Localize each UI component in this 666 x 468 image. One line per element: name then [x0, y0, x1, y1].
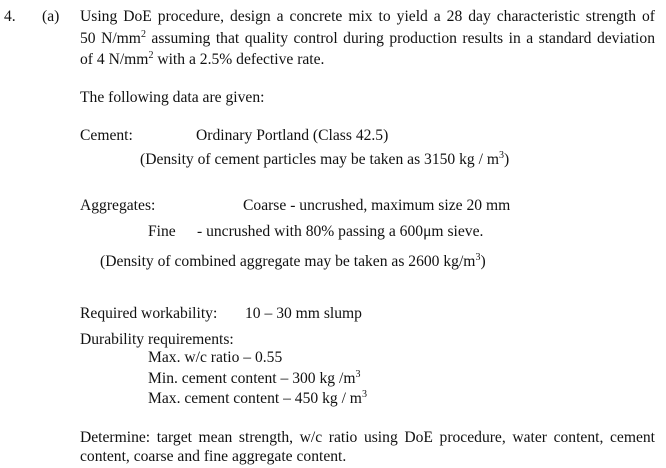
- workability-value: 10 – 30 mm slump: [245, 305, 362, 322]
- determine-line-2: content, coarse and fine aggregate content.: [80, 448, 347, 465]
- aggregate-density: [100, 253, 486, 271]
- max-cement-content: [148, 390, 367, 408]
- min-cement-content: [148, 370, 360, 388]
- text: (Density of cement particles may be taken as 3150 kg / m: [140, 151, 499, 168]
- workability-label: Required workability:: [80, 305, 218, 322]
- given-heading: The following data are given:: [80, 89, 265, 106]
- cement-value: Ordinary Portland (Class 42.5): [196, 127, 389, 144]
- superscript: 2: [148, 50, 154, 61]
- question-part: (a): [42, 8, 60, 25]
- text: Max. cement content – 450 kg / m: [148, 390, 362, 407]
- intro-line-2: [80, 30, 655, 48]
- question-number: 4.: [4, 8, 16, 25]
- text: (Density of combined aggregate may be taken as 2600 kg/m: [100, 253, 476, 270]
- superscript: 3: [355, 369, 361, 380]
- text: assuming that quality control during production results in a standard deviation: [145, 30, 655, 47]
- text: ): [503, 151, 510, 168]
- max-wc-ratio: Max. w/c ratio – 0.55: [148, 349, 283, 366]
- determine-line-1: Determine: target mean strength, w/c ratio using DoE procedure, water content, cement: [80, 429, 655, 446]
- text: with a 2.5% defective rate.: [153, 51, 325, 68]
- text: ): [480, 253, 486, 270]
- superscript: 3: [498, 150, 504, 161]
- superscript: 2: [140, 29, 146, 40]
- superscript: 3: [475, 252, 481, 263]
- text: Min. cement content – 300 kg /m: [148, 370, 356, 387]
- cement-density: [140, 151, 509, 169]
- text: 50 N/mm: [80, 30, 141, 47]
- intro-line-3: [80, 51, 324, 69]
- superscript: 3: [361, 389, 367, 400]
- cement-label: Cement:: [80, 127, 133, 144]
- text: of 4 N/mm: [80, 51, 149, 68]
- coarse-aggregate: Coarse - uncrushed, maximum size 20 mm: [243, 197, 511, 214]
- durability-label: Durability requirements:: [80, 331, 234, 348]
- fine-label: Fine: [148, 223, 176, 240]
- intro-line-1: Using DoE procedure, design a concrete mix to yield a 28 day characteristic strength of: [80, 8, 655, 25]
- fine-aggregate: - uncrushed with 80% passing a 600μm sieve.: [197, 223, 484, 240]
- aggregates-label: Aggregates:: [80, 197, 156, 214]
